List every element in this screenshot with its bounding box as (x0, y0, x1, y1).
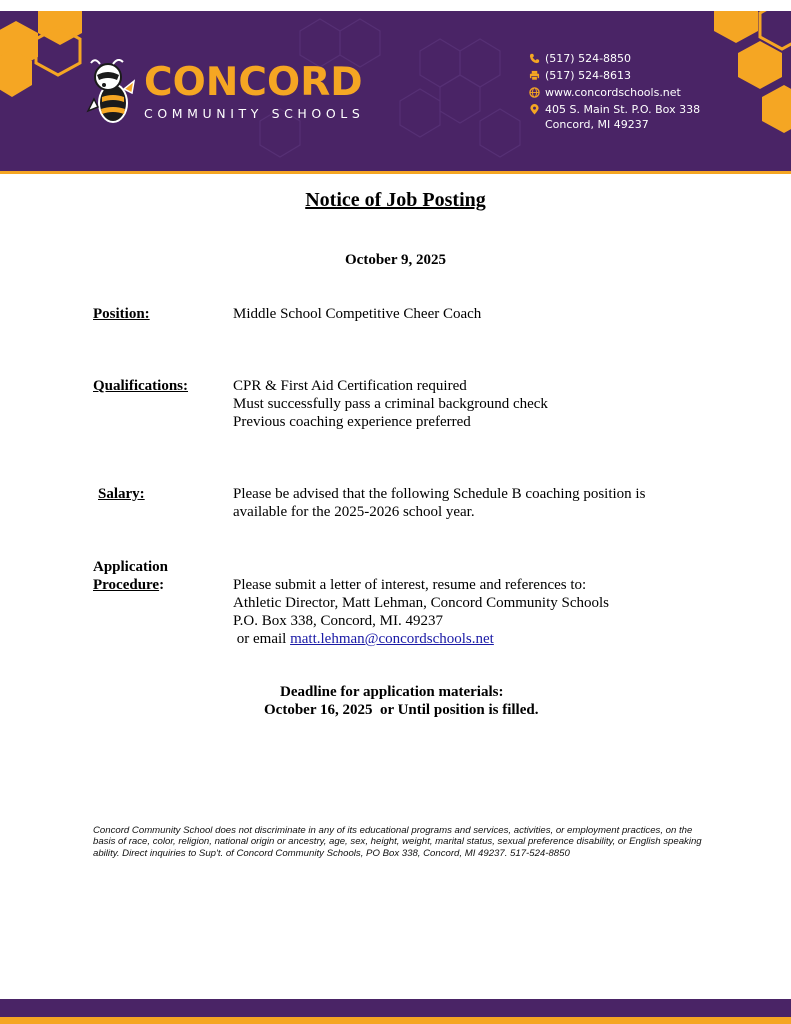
contact-address (529, 102, 714, 132)
qualification-item: CPR & First Aid Certification required (233, 378, 467, 394)
application-label-colon: : (159, 577, 165, 593)
logo-subtitle: COMMUNITY SCHOOLS (144, 106, 365, 121)
map-pin-icon (529, 104, 540, 115)
logo-wordmark: CONCORD (144, 60, 363, 105)
position-value (233, 305, 693, 323)
header-divider (0, 171, 791, 174)
deadline-line-2: October 16, 2025 or Until position is filled. (264, 702, 539, 718)
deadline-line-1: Deadline for application materials: (280, 684, 504, 700)
posting-date: October 9, 2025 (345, 252, 446, 268)
phone-icon (529, 53, 540, 64)
email-line (233, 630, 693, 648)
address-line-1: 405 S. Main St. P.O. Box 338 (545, 103, 701, 116)
phone-number: (517) 524-8850 (545, 52, 632, 65)
application-text (233, 576, 693, 648)
application-label-line2-wrap (93, 576, 168, 594)
salary-line: available for the 2025-2026 school year. (233, 504, 475, 520)
qualification-item: Previous coaching experience preferred (233, 414, 471, 430)
hornet-mascot-icon (86, 59, 144, 129)
contact-phone (529, 51, 714, 68)
position-label-text: Position: (93, 306, 150, 322)
qualifications-label (93, 377, 188, 395)
contact-website (529, 85, 714, 102)
address-line-2: Concord, MI 49237 (545, 118, 649, 131)
salary-label (98, 485, 145, 503)
footer-band-purple (0, 999, 791, 1017)
contact-info (529, 51, 714, 132)
position-text: Middle School Competitive Cheer Coach (233, 306, 482, 322)
qualifications-list (233, 377, 693, 431)
salary-line: Please be advised that the following Schedule B coaching position is (233, 486, 646, 502)
email-link[interactable]: matt.lehman@concordschools.net (290, 631, 494, 647)
fax-number: (517) 524-8613 (545, 69, 632, 82)
email-prefix: or email (233, 631, 291, 647)
nondiscrimination-statement: Concord Community School does not discriminate in any of its educational programs and services, activities, or employment practices, on the basis of race, color, religion, national origin or ancestry, age, sex, height, weight, marital status, sexual preference disability, or English speaking ability. Direct inquiries to Sup't. of Concord Community Schools, PO Box 338, Concord, MI 49237. 517-524-8850 (93, 825, 702, 859)
qualification-item: Must successfully pass a criminal background check (233, 396, 548, 412)
website-url: www.concordschools.net (545, 86, 681, 99)
qualifications-label-text: Qualifications: (93, 378, 189, 394)
application-label (93, 558, 168, 594)
application-line: Athletic Director, Matt Lehman, Concord Community Schools (233, 595, 610, 611)
application-label-line2: Procedure (93, 577, 160, 593)
school-logo (86, 59, 396, 139)
salary-text (233, 485, 693, 521)
footer-band-gold (0, 1017, 791, 1024)
application-line: P.O. Box 338, Concord, MI. 49237 (233, 613, 444, 629)
position-label (93, 305, 150, 323)
contact-fax (529, 68, 714, 85)
application-label-line1: Application (93, 559, 169, 575)
printer-icon (529, 70, 540, 81)
letterhead-banner (0, 11, 791, 171)
salary-label-text: Salary: (98, 486, 145, 502)
application-line: Please submit a letter of interest, resume and references to: (233, 577, 587, 593)
page-title: Notice of Job Posting (305, 189, 486, 211)
globe-icon (529, 87, 540, 98)
